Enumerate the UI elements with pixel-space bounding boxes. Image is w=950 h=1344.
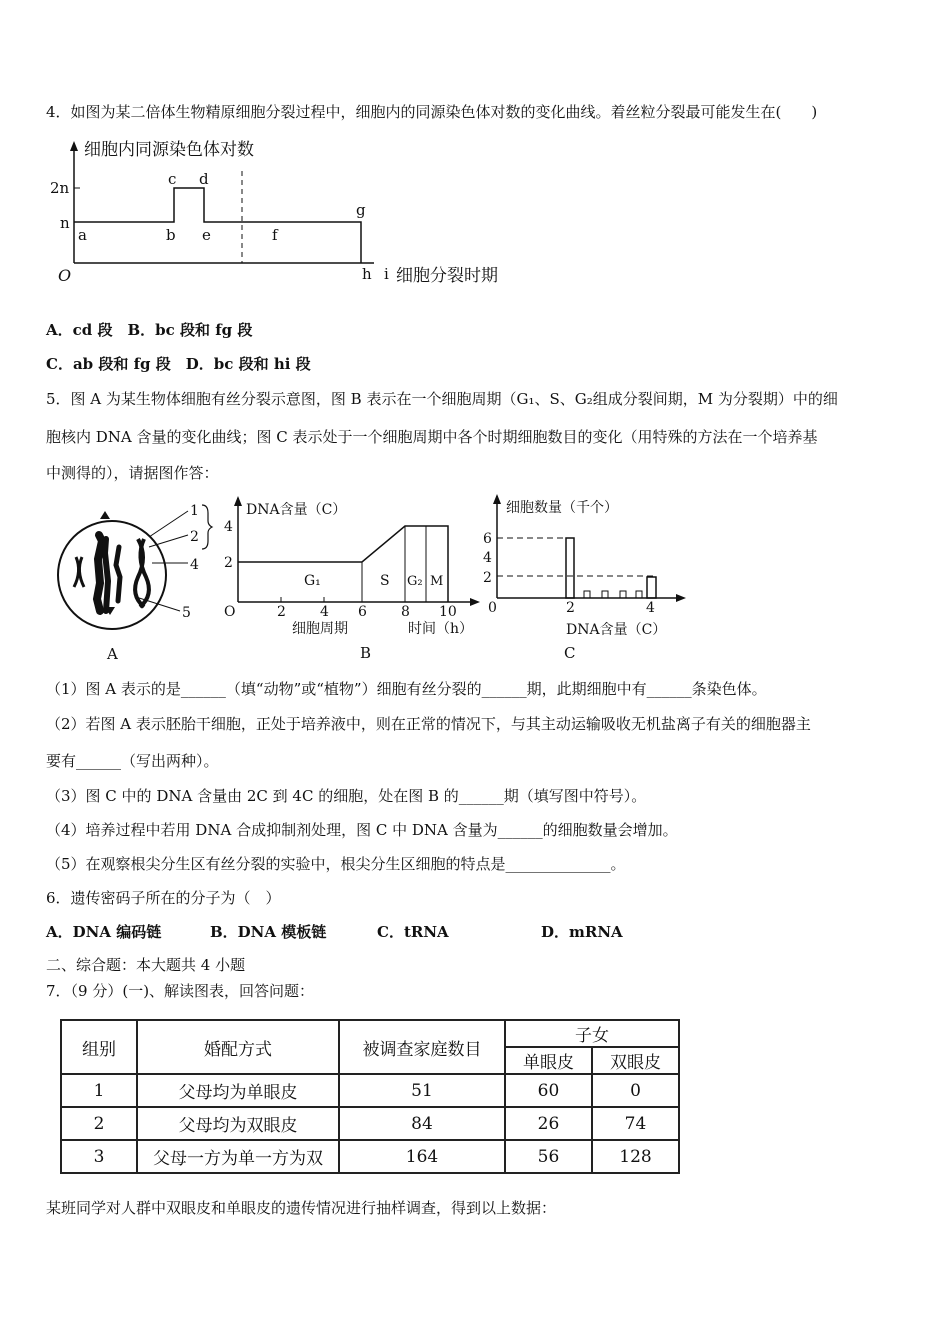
q4-pt-h: h (362, 265, 372, 283)
figc-tick-6: 6 (483, 531, 492, 547)
figc-xlabel: DNA含量（C） (566, 622, 667, 638)
figb-x-4: 4 (320, 604, 329, 620)
q6-option-a: A．DNA 编码链 (46, 923, 162, 941)
table-row (61, 1074, 679, 1107)
figb-phase-m: M (430, 574, 444, 589)
table-cell: 26 (505, 1107, 592, 1140)
table-cell: 164 (339, 1140, 505, 1173)
q4-origin: O (58, 266, 72, 285)
figb-x-8: 8 (401, 604, 410, 620)
q5-stem-3: 中测得的），请据图作答： (46, 464, 219, 482)
figb-phase-g1: G₁ (304, 573, 321, 589)
figc-x-0: 0 (488, 600, 497, 616)
th-marriage: 婚配方式 (137, 1020, 339, 1074)
q6-option-c: C．tRNA (377, 923, 449, 941)
figc-bar (620, 591, 626, 598)
q5-figure-a (52, 497, 222, 665)
figc-x-2: 2 (566, 600, 575, 616)
marker-1: 1 (190, 503, 199, 519)
q5-stem-1: 5．图 A 为某生物体细胞有丝分裂示意图，图 B 表示在一个细胞周期（G₁、S、G₂组成分裂间期，M 为分裂期）中的细 (46, 390, 838, 408)
table-cell: 父母均为双眼皮 (137, 1107, 339, 1140)
q5-stem-2: 胞核内 DNA 含量的变化曲线；图 C 表示处于一个细胞周期中各个时期细胞数目的变化（用特殊的方法在一个培养基 (46, 428, 818, 446)
marker-5: 5 (182, 605, 191, 621)
q4-pt-c: c (168, 170, 177, 188)
q4-y-title: 细胞内同源染色体对数 (84, 140, 254, 160)
q4-options-1: A．cd 段 B．bc 段和 fg 段 (46, 321, 253, 339)
q4-tick-n: n (60, 214, 70, 232)
q5-sub3: （3）图 C 中的 DNA 含量由 2C 到 4C 的细胞，处在图 B 的______期（填写图中符号）。 (46, 787, 647, 805)
figure-c-label: C (564, 644, 576, 662)
figc-tick-4: 4 (483, 550, 492, 566)
q5-sub2-2: 要有______（写出两种）。 (46, 752, 219, 770)
figb-phase-s: S (380, 573, 390, 589)
q4-stem: 4．如图为某二倍体生物精原细胞分裂过程中，细胞内的同源染色体对数的变化曲线。着丝粒分裂最可能发生在( ) (46, 103, 818, 121)
q6-option-b: B．DNA 模板链 (210, 923, 327, 941)
figb-phase-g2: G₂ (407, 574, 423, 589)
figc-bar (636, 591, 642, 598)
q5-figure-b (218, 494, 483, 666)
table-cell: 74 (592, 1107, 679, 1140)
q7-description: 某班同学对人群中双眼皮和单眼皮的遗传情况进行抽样调查，得到以上数据： (46, 1199, 557, 1217)
q5-sub1: （1）图 A 表示的是______（填“动物”或“植物”）细胞有丝分裂的______期，此期细胞中有______条染色体。 (46, 680, 767, 698)
th-single-eyelid: 单眼皮 (505, 1047, 592, 1074)
chromosome (105, 539, 108, 611)
table-cell: 父母均为单眼皮 (137, 1074, 339, 1107)
figb-x-2: 2 (277, 604, 286, 620)
q4-pt-f: f (272, 226, 278, 244)
figb-x-10: 10 (439, 604, 457, 620)
figb-ylabel: DNA含量（C） (246, 502, 347, 518)
q5-sub5: （5）在观察根尖分生区有丝分裂的实验中，根尖分生区细胞的特点是______________。 (46, 855, 626, 873)
q6-stem: 6．遗传密码子所在的分子为（ ） (46, 889, 281, 907)
table-cell: 2 (61, 1107, 137, 1140)
table-cell: 51 (339, 1074, 505, 1107)
q4-pt-a: a (78, 226, 87, 244)
figc-ylabel: 细胞数量（千个） (506, 500, 618, 516)
q4-options-2: C．ab 段和 fg 段 D．bc 段和 hi 段 (46, 355, 311, 373)
figb-x-6: 6 (358, 604, 367, 620)
figc-x-4: 4 (646, 600, 655, 616)
q6-option-d: D．mRNA (541, 923, 623, 941)
table-cell: 128 (592, 1140, 679, 1173)
q4-pt-i: i (384, 265, 389, 283)
table-row (61, 1140, 679, 1173)
figb-tick-4: 4 (224, 519, 233, 535)
figb-tick-2: 2 (224, 555, 233, 571)
table-cell: 60 (505, 1074, 592, 1107)
table-cell: 0 (592, 1074, 679, 1107)
figure-b-label: B (360, 644, 372, 662)
th-children: 子女 (505, 1020, 679, 1047)
marker-2: 2 (190, 529, 199, 545)
section-2-heading: 二、综合题：本大题共 4 小题 (46, 956, 246, 974)
table-row (61, 1107, 679, 1140)
q4-pt-e: e (202, 226, 211, 244)
q4-x-title: 细胞分裂时期 (396, 266, 498, 286)
figb-x-0: O (224, 604, 236, 620)
q4-figure (44, 135, 524, 295)
figb-xlabel1: 细胞周期 (292, 621, 348, 637)
figc-bar (584, 591, 590, 598)
table-cell: 父母一方为单一方为双 (137, 1140, 339, 1173)
figc-bar (602, 591, 608, 598)
figc-tick-2: 2 (483, 570, 492, 586)
figb-xlabel2: 时间（h） (408, 621, 474, 637)
q4-pt-g: g (356, 201, 366, 219)
marker-4: 4 (190, 557, 199, 573)
q5-sub4: （4）培养过程中若用 DNA 合成抑制剂处理，图 C 中 DNA 含量为______的细胞数量会增加。 (46, 821, 678, 839)
q7-table (60, 1019, 680, 1174)
figb-curve (238, 526, 448, 602)
table-cell: 84 (339, 1107, 505, 1140)
table-cell: 56 (505, 1140, 592, 1173)
figure-a-label: A (107, 645, 118, 663)
table-cell: 3 (61, 1140, 137, 1173)
q7-stem: 7．（9 分）(一)、解读图表，回答问题： (46, 982, 315, 1000)
q4-tick-2n: 2n (50, 179, 70, 197)
chromosome (116, 547, 120, 601)
cell-outline (58, 521, 166, 629)
chromosome (97, 535, 102, 611)
table-cell: 1 (61, 1074, 137, 1107)
q4-curve (74, 188, 361, 263)
figc-bar (566, 538, 574, 598)
q4-pt-b: b (166, 226, 176, 244)
q5-sub2-1: （2）若图 A 表示胚胎干细胞，正处于培养液中，则在正常的情况下，与其主动运输吸收无机盐离子有关的细胞器主 (46, 715, 811, 733)
th-double-eyelid: 双眼皮 (592, 1047, 679, 1074)
th-group: 组别 (61, 1020, 137, 1074)
th-families: 被调查家庭数目 (339, 1020, 505, 1074)
q5-figure-c (480, 494, 690, 666)
figc-bar (647, 577, 656, 598)
q4-pt-d: d (199, 170, 209, 188)
